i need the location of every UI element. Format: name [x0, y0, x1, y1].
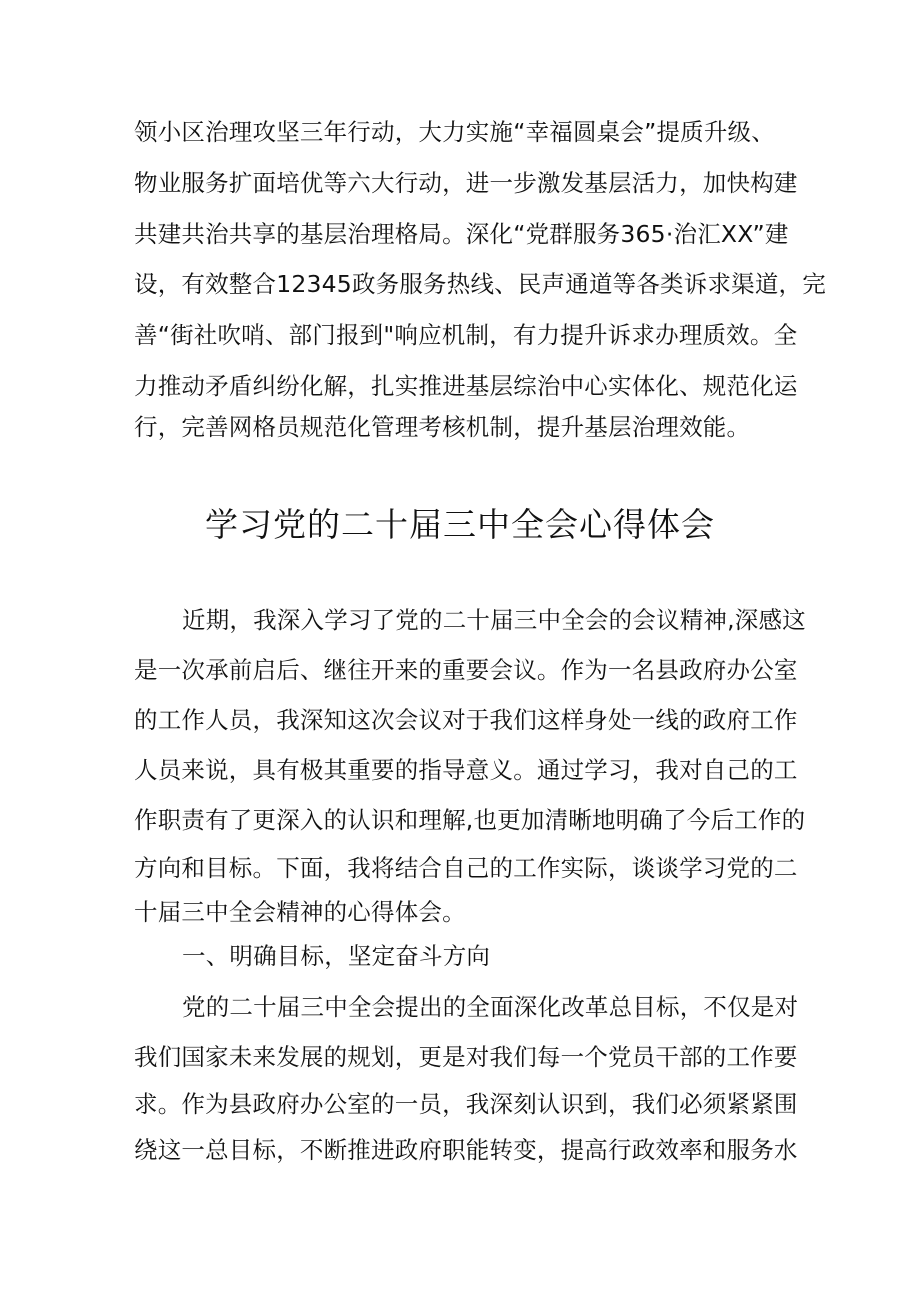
text-line: 善“街社吹哨、部门报到"响应机制，有力提升诉求办理质效。全 [134, 321, 798, 349]
section-heading: 一、明确目标，坚定奋斗方向 [182, 942, 491, 970]
text-line: 物业服务扩面培优等六大行动，进一步激发基层活力，加快构建 [134, 169, 798, 197]
text-line: 力推动矛盾纠纷化解，扎实推进基层综治中心实体化、规范化运 [134, 372, 798, 400]
text-line: 绕这一总目标，不断推进政府职能转变，提高行政效率和服务水 [134, 1136, 798, 1164]
text-line: 的工作人员，我深知这次会议对于我们这样身处一线的政府工作 [134, 706, 798, 734]
text-line: 设，有效整合12345政务服务热线、民声通道等各类诉求渠道，完 [134, 270, 826, 298]
text-line: 人员来说，具有极其重要的指导意义。通过学习，我对自己的工 [134, 756, 798, 784]
text-line: 求。作为县政府办公室的一员，我深刻认识到，我们必须紧紧围 [134, 1090, 798, 1118]
text-line: 行，完善网格员规范化管理考核机制，提升基层治理效能。 [134, 413, 751, 441]
paragraph-first-line: 近期，我深入学习了党的二十届三中全会的会议精神,深感这 [182, 606, 806, 634]
text-line: 是一次承前启后、继往开来的重要会议。作为一名县政府办公室 [134, 656, 798, 684]
text-line: 共建共治共享的基层治理格局。深化“党群服务365·治汇XX”建 [134, 220, 789, 248]
paragraph-first-line: 党的二十届三中全会提出的全面深化改革总目标，不仅是对 [182, 993, 799, 1021]
text-line: 十届三中全会精神的心得体会。 [134, 898, 466, 926]
text-line: 我们国家未来发展的规划，更是对我们每一个党员干部的工作要 [134, 1043, 798, 1071]
document-title: 学习党的二十届三中全会心得体会 [205, 505, 715, 544]
text-line: 作职责有了更深入的认识和理解,也更加清晰地明确了今后工作的 [134, 806, 806, 834]
text-line: 方向和目标。下面，我将结合自己的工作实际，谈谈学习党的二 [134, 854, 798, 882]
text-line: 领小区治理攻坚三年行动，大力实施“幸福圆桌会”提质升级、 [134, 118, 775, 146]
